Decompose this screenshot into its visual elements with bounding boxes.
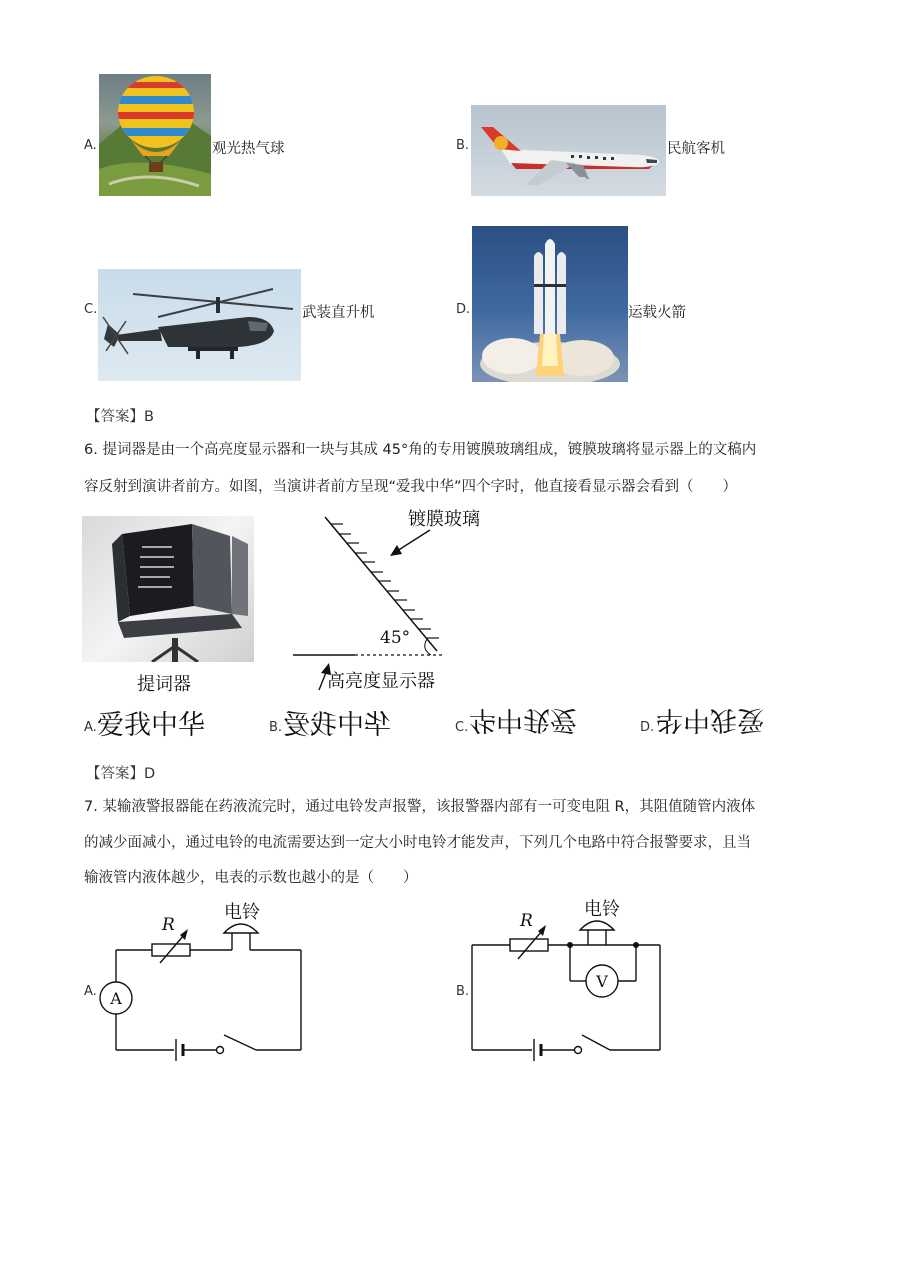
q6-choice-d-text — [656, 703, 764, 742]
q6-choice-a-text — [97, 703, 205, 742]
circuit-a-bell-label: 电铃 — [224, 902, 260, 923]
q5-answer — [86, 405, 154, 426]
angle-label: 45° — [380, 628, 411, 648]
q6-choice-b-text — [283, 703, 391, 742]
rocket-image — [472, 226, 628, 382]
q6-choice-c-letter: C. — [455, 720, 469, 735]
option-a-letter: A. — [84, 138, 97, 153]
q6-answer-value: D — [144, 766, 156, 782]
teleprompter-caption: 提词器 — [137, 674, 191, 695]
q6-answer-label: 【答案】 — [86, 766, 144, 782]
ammeter-label: A — [110, 989, 122, 1008]
circuit-b-letter: B. — [456, 984, 470, 999]
q7-stem-line-2: 的减少面减小，通过电铃的电流需要达到一定大小时电铃才能发声，下列几个电路中符合报警要求，且当 — [84, 835, 751, 851]
option-c-letter: C. — [84, 302, 98, 317]
option-a-text: 观光热气球 — [212, 141, 285, 157]
circuit-b-resistor-label: R — [520, 911, 533, 931]
circuit-b-diagram — [460, 895, 680, 1070]
q7-stem-line-1: 7. 某输液警报器能在药液流完时，通过电铃发声报警，该报警器内部有一可变电阻 R，其阻值随管内液体 — [84, 799, 756, 815]
q6-stem-line-1: 6. 提词器是由一个高亮度显示器和一块与其成 45°角的专用镀膜玻璃组成，镀膜玻璃将显示器上的文稿内 — [84, 442, 757, 458]
q6-choice-a-letter: A. — [84, 720, 97, 735]
option-d-text: 运载火箭 — [628, 305, 686, 321]
circuit-a-diagram — [96, 895, 316, 1070]
option-b-letter: B. — [456, 138, 470, 153]
glass-label: 镀膜玻璃 — [408, 509, 480, 530]
q6-choice-d-letter: D. — [640, 720, 655, 735]
voltmeter-label: V — [596, 972, 608, 991]
hot-air-balloon-image — [99, 74, 211, 196]
display-label: 高亮度显示器 — [327, 671, 435, 692]
circuit-a-letter: A. — [84, 984, 97, 999]
q6-choice-b-letter: B. — [269, 720, 283, 735]
q5-answer-label: 【答案】 — [86, 409, 144, 425]
q5-answer-value: B — [144, 409, 154, 425]
q6-choice-c-text — [469, 703, 577, 742]
option-c-text: 武装直升机 — [302, 305, 375, 321]
q6-choice-b-glyphs: 华中我爱 — [283, 710, 391, 741]
q6-choice-c-glyphs: 华中我爱 — [469, 704, 577, 735]
option-b-text: 民航客机 — [667, 141, 725, 157]
circuit-b-bell-label: 电铃 — [584, 899, 620, 920]
option-d-letter: D. — [456, 302, 471, 317]
teleprompter-photo — [82, 516, 254, 662]
q6-choice-a-glyphs: 爱我中华 — [97, 710, 205, 741]
q6-answer — [86, 762, 155, 783]
q6-choice-d-glyphs: 爱我中华 — [656, 704, 764, 735]
q6-stem-line-2: 容反射到演讲者前方。如图，当演讲者前方呈现“爱我中华”四个字时，他直接看显示器会看到（ ） — [84, 479, 738, 495]
q7-stem-line-3: 输液管内液体越少，电表的示数也越小的是（ ） — [84, 870, 418, 886]
circuit-a-resistor-label: R — [162, 915, 175, 935]
helicopter-image — [98, 269, 301, 381]
airliner-image — [471, 105, 666, 196]
